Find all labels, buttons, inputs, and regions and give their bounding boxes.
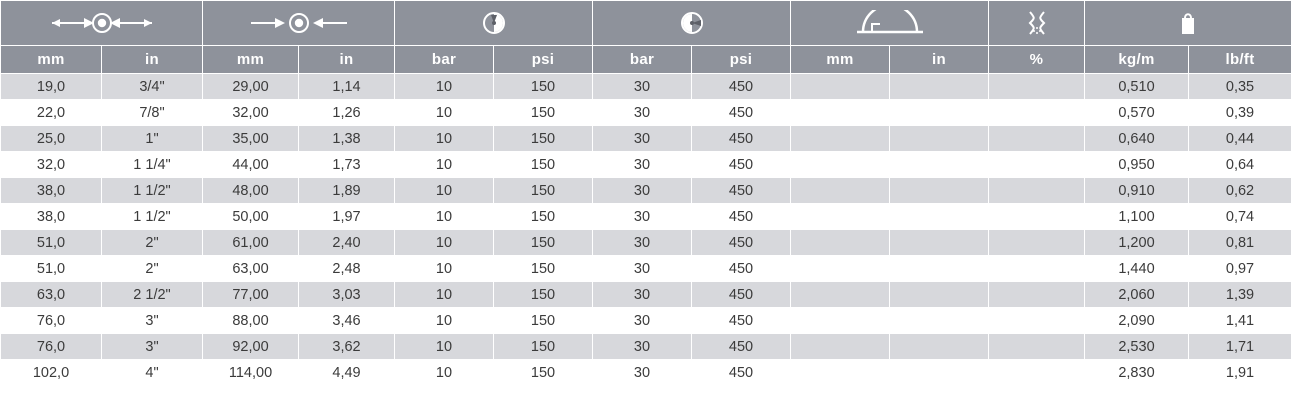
cell bbox=[989, 282, 1085, 308]
cell: 7/8" bbox=[102, 100, 203, 126]
unit-header-cell: in bbox=[299, 46, 395, 74]
vacuum-header bbox=[989, 1, 1085, 46]
cell: 1,41 bbox=[1189, 308, 1291, 334]
cell bbox=[989, 360, 1085, 386]
cell: 77,00 bbox=[203, 282, 299, 308]
cell: 3" bbox=[102, 334, 203, 360]
cell: 150 bbox=[494, 230, 593, 256]
cell bbox=[791, 178, 890, 204]
unit-header-cell: mm bbox=[791, 46, 890, 74]
cell: 61,00 bbox=[203, 230, 299, 256]
cell bbox=[989, 178, 1085, 204]
unit-header-cell: psi bbox=[494, 46, 593, 74]
icon-header-row bbox=[1, 1, 1291, 46]
cell bbox=[791, 360, 890, 386]
cell bbox=[791, 126, 890, 152]
cell: 102,0 bbox=[1, 360, 102, 386]
cell: 450 bbox=[692, 74, 791, 100]
cell: 150 bbox=[494, 282, 593, 308]
cell bbox=[890, 282, 989, 308]
cell: 450 bbox=[692, 256, 791, 282]
cell: 1,200 bbox=[1085, 230, 1189, 256]
cell bbox=[890, 178, 989, 204]
cell: 3,46 bbox=[299, 308, 395, 334]
cell: 3" bbox=[102, 308, 203, 334]
cell: 450 bbox=[692, 126, 791, 152]
cell: 4,49 bbox=[299, 360, 395, 386]
cell: 30 bbox=[593, 308, 692, 334]
cell bbox=[890, 256, 989, 282]
cell: 1,14 bbox=[299, 74, 395, 100]
unit-header-cell: in bbox=[102, 46, 203, 74]
cell: 10 bbox=[395, 230, 494, 256]
cell bbox=[890, 360, 989, 386]
cell: 1 1/2" bbox=[102, 178, 203, 204]
cell bbox=[989, 74, 1085, 100]
cell: 1 1/4" bbox=[102, 152, 203, 178]
cell bbox=[890, 230, 989, 256]
table-body bbox=[1, 74, 1291, 386]
unit-header-cell: bar bbox=[593, 46, 692, 74]
table-row bbox=[1, 334, 1291, 360]
cell: 10 bbox=[395, 360, 494, 386]
cell: 450 bbox=[692, 360, 791, 386]
cell: 25,0 bbox=[1, 126, 102, 152]
cell: 2" bbox=[102, 230, 203, 256]
unit-header-cell: in bbox=[890, 46, 989, 74]
cell: 51,0 bbox=[1, 230, 102, 256]
cell: 32,00 bbox=[203, 100, 299, 126]
cell: 50,00 bbox=[203, 204, 299, 230]
cell: 30 bbox=[593, 74, 692, 100]
cell: 29,00 bbox=[203, 74, 299, 100]
cell bbox=[791, 308, 890, 334]
cell: 450 bbox=[692, 178, 791, 204]
cell bbox=[890, 204, 989, 230]
unit-header-row bbox=[1, 46, 1291, 74]
cell: 10 bbox=[395, 308, 494, 334]
cell: 30 bbox=[593, 204, 692, 230]
cell bbox=[989, 256, 1085, 282]
inner-diameter-header bbox=[1, 1, 203, 46]
weight-header bbox=[1085, 1, 1291, 46]
cell: 1,97 bbox=[299, 204, 395, 230]
cell: 0,35 bbox=[1189, 74, 1291, 100]
cell: 63,00 bbox=[203, 256, 299, 282]
cell: 1,38 bbox=[299, 126, 395, 152]
cell: 1,91 bbox=[1189, 360, 1291, 386]
cell: 30 bbox=[593, 126, 692, 152]
table-row bbox=[1, 178, 1291, 204]
cell: 44,00 bbox=[203, 152, 299, 178]
hourglass-flow-icon bbox=[989, 1, 1084, 45]
cell: 48,00 bbox=[203, 178, 299, 204]
cell bbox=[791, 74, 890, 100]
cell: 30 bbox=[593, 100, 692, 126]
table-row bbox=[1, 308, 1291, 334]
cell: 450 bbox=[692, 100, 791, 126]
cell: 10 bbox=[395, 256, 494, 282]
unit-header-cell: mm bbox=[203, 46, 299, 74]
cell: 0,44 bbox=[1189, 126, 1291, 152]
cell: 450 bbox=[692, 334, 791, 360]
cell: 0,81 bbox=[1189, 230, 1291, 256]
cell: 2 1/2" bbox=[102, 282, 203, 308]
cell bbox=[791, 100, 890, 126]
cell: 150 bbox=[494, 334, 593, 360]
cell: 88,00 bbox=[203, 308, 299, 334]
cell: 32,0 bbox=[1, 152, 102, 178]
cell: 2,530 bbox=[1085, 334, 1189, 360]
cell: 150 bbox=[494, 178, 593, 204]
cell: 92,00 bbox=[203, 334, 299, 360]
working-pressure-header bbox=[395, 1, 593, 46]
cell bbox=[989, 308, 1085, 334]
cell: 10 bbox=[395, 74, 494, 100]
cell bbox=[791, 282, 890, 308]
unit-header-cell: kg/m bbox=[1085, 46, 1189, 74]
cell bbox=[989, 334, 1085, 360]
cell: 150 bbox=[494, 256, 593, 282]
cell: 1,73 bbox=[299, 152, 395, 178]
cell: 38,0 bbox=[1, 178, 102, 204]
cell: 10 bbox=[395, 152, 494, 178]
cell: 76,0 bbox=[1, 334, 102, 360]
cell: 450 bbox=[692, 204, 791, 230]
cell: 30 bbox=[593, 256, 692, 282]
cell: 3,62 bbox=[299, 334, 395, 360]
cell: 114,00 bbox=[203, 360, 299, 386]
cell: 0,640 bbox=[1085, 126, 1189, 152]
cell: 0,570 bbox=[1085, 100, 1189, 126]
cell bbox=[989, 152, 1085, 178]
burst-pressure-header bbox=[593, 1, 791, 46]
cell: 19,0 bbox=[1, 74, 102, 100]
cell: 450 bbox=[692, 282, 791, 308]
cell bbox=[791, 152, 890, 178]
cell bbox=[791, 256, 890, 282]
unit-header-cell: % bbox=[989, 46, 1085, 74]
unit-header-cell: lb/ft bbox=[1189, 46, 1291, 74]
cell bbox=[989, 100, 1085, 126]
cell: 1,39 bbox=[1189, 282, 1291, 308]
cell bbox=[890, 126, 989, 152]
cell: 30 bbox=[593, 282, 692, 308]
cell: 0,62 bbox=[1189, 178, 1291, 204]
cell: 10 bbox=[395, 282, 494, 308]
cell: 0,39 bbox=[1189, 100, 1291, 126]
table-row bbox=[1, 360, 1291, 386]
cell: 30 bbox=[593, 360, 692, 386]
cell bbox=[989, 230, 1085, 256]
cell: 150 bbox=[494, 360, 593, 386]
cell: 2,48 bbox=[299, 256, 395, 282]
cell: 0,97 bbox=[1189, 256, 1291, 282]
cell: 1" bbox=[102, 126, 203, 152]
cell: 0,64 bbox=[1189, 152, 1291, 178]
cell: 150 bbox=[494, 100, 593, 126]
cell: 22,0 bbox=[1, 100, 102, 126]
cell: 30 bbox=[593, 230, 692, 256]
unit-header-cell: psi bbox=[692, 46, 791, 74]
cell: 35,00 bbox=[203, 126, 299, 152]
cell bbox=[989, 204, 1085, 230]
cell bbox=[791, 230, 890, 256]
table-row bbox=[1, 230, 1291, 256]
cell: 30 bbox=[593, 178, 692, 204]
table-row bbox=[1, 126, 1291, 152]
cell bbox=[890, 334, 989, 360]
table-row bbox=[1, 256, 1291, 282]
cell: 4" bbox=[102, 360, 203, 386]
inner-diameter-icon bbox=[1, 1, 202, 45]
table-row bbox=[1, 204, 1291, 230]
cell bbox=[890, 308, 989, 334]
table-row bbox=[1, 152, 1291, 178]
cell: 63,0 bbox=[1, 282, 102, 308]
cell: 76,0 bbox=[1, 308, 102, 334]
cell: 0,74 bbox=[1189, 204, 1291, 230]
cell: 150 bbox=[494, 152, 593, 178]
cell: 450 bbox=[692, 152, 791, 178]
cell: 0,510 bbox=[1085, 74, 1189, 100]
cell: 1,89 bbox=[299, 178, 395, 204]
cell bbox=[791, 204, 890, 230]
cell: 150 bbox=[494, 204, 593, 230]
cell: 3/4" bbox=[102, 74, 203, 100]
cell: 1,440 bbox=[1085, 256, 1189, 282]
cell: 1,100 bbox=[1085, 204, 1189, 230]
cell: 10 bbox=[395, 126, 494, 152]
unit-header-cell: bar bbox=[395, 46, 494, 74]
cell bbox=[890, 100, 989, 126]
cell: 38,0 bbox=[1, 204, 102, 230]
cell bbox=[890, 152, 989, 178]
cell: 1,71 bbox=[1189, 334, 1291, 360]
cell bbox=[989, 126, 1085, 152]
table-row bbox=[1, 282, 1291, 308]
cell: 10 bbox=[395, 100, 494, 126]
cell: 0,950 bbox=[1085, 152, 1189, 178]
cell: 10 bbox=[395, 204, 494, 230]
burst-pressure-icon bbox=[593, 1, 790, 45]
cell: 450 bbox=[692, 308, 791, 334]
cell: 30 bbox=[593, 334, 692, 360]
table-row bbox=[1, 74, 1291, 100]
cell: 150 bbox=[494, 74, 593, 100]
weight-block-icon bbox=[1085, 1, 1291, 45]
cell: 150 bbox=[494, 126, 593, 152]
outer-diameter-icon bbox=[203, 1, 394, 45]
cell: 1 1/2" bbox=[102, 204, 203, 230]
cell: 2,40 bbox=[299, 230, 395, 256]
table-row bbox=[1, 100, 1291, 126]
cell: 3,03 bbox=[299, 282, 395, 308]
cell: 450 bbox=[692, 230, 791, 256]
cell: 0,910 bbox=[1085, 178, 1189, 204]
outer-diameter-header bbox=[203, 1, 395, 46]
cell: 1,26 bbox=[299, 100, 395, 126]
cell: 51,0 bbox=[1, 256, 102, 282]
cell: 2,830 bbox=[1085, 360, 1189, 386]
cell: 10 bbox=[395, 178, 494, 204]
cell: 150 bbox=[494, 308, 593, 334]
cell: 2,090 bbox=[1085, 308, 1189, 334]
cell bbox=[890, 74, 989, 100]
bend-radius-header bbox=[791, 1, 989, 46]
cell: 2,060 bbox=[1085, 282, 1189, 308]
cell: 2" bbox=[102, 256, 203, 282]
cell bbox=[791, 334, 890, 360]
cell: 10 bbox=[395, 334, 494, 360]
unit-header-cell: mm bbox=[1, 46, 102, 74]
working-pressure-icon bbox=[395, 1, 592, 45]
cell: 30 bbox=[593, 152, 692, 178]
bend-radius-icon bbox=[791, 1, 988, 45]
